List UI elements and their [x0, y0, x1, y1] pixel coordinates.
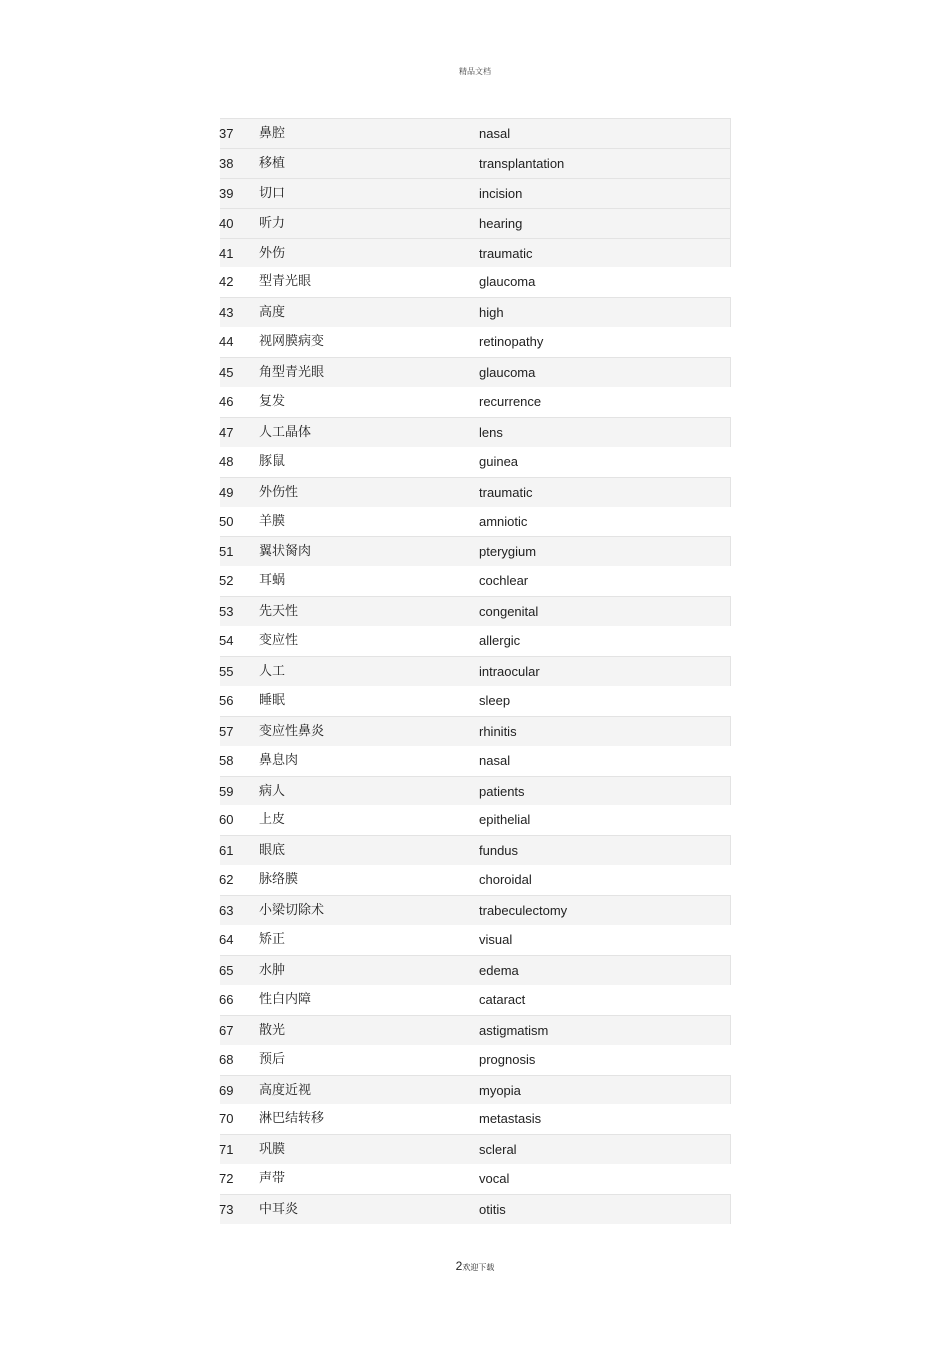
english-term: cataract: [479, 991, 526, 1007]
row-number: 67: [219, 1022, 234, 1038]
english-term: astigmatism: [479, 1022, 549, 1038]
table-row: [220, 387, 731, 417]
table-row: [220, 925, 731, 955]
english-term: scleral: [479, 1142, 517, 1158]
row-number: 44: [219, 334, 234, 350]
english-term: fundus: [479, 843, 519, 859]
row-number: 53: [219, 604, 234, 620]
english-term: vocal: [479, 1171, 510, 1187]
chinese-term: 散光: [259, 1022, 286, 1038]
chinese-term: 听力: [259, 215, 286, 231]
table-row: [220, 1075, 731, 1105]
chinese-term: 脉络膜: [259, 872, 299, 888]
english-term: choroidal: [479, 872, 532, 888]
table-row: [220, 566, 731, 596]
table-row: [220, 238, 731, 268]
english-term: otitis: [479, 1202, 506, 1218]
english-term: glaucoma: [479, 365, 536, 381]
chinese-term: 眼底: [259, 843, 286, 859]
row-number: 42: [219, 274, 234, 290]
chinese-term: 移植: [259, 155, 286, 171]
row-number: 73: [219, 1202, 234, 1218]
english-term: intraocular: [479, 664, 540, 680]
chinese-term: 上皮: [259, 812, 286, 828]
row-number: 56: [219, 692, 234, 708]
row-number: 58: [219, 752, 234, 768]
row-number: 71: [219, 1142, 234, 1158]
row-number: 51: [219, 544, 234, 560]
english-term: guinea: [479, 453, 519, 469]
row-number: 52: [219, 573, 234, 589]
chinese-term: 人工晶体: [259, 424, 312, 440]
chinese-term: 羊膜: [259, 513, 286, 529]
table-row: [220, 1194, 731, 1224]
row-number: 70: [219, 1111, 234, 1127]
english-term: recurrence: [479, 394, 542, 410]
chinese-term: 人工: [259, 664, 286, 680]
english-term: rhinitis: [479, 723, 517, 739]
footer-text: 欢迎下载: [462, 1263, 495, 1272]
table-row: [220, 1015, 731, 1045]
table-row: [220, 1045, 731, 1075]
table-row: [220, 327, 731, 357]
row-number: 37: [219, 126, 234, 141]
table-row: [220, 297, 731, 327]
table-row: [220, 746, 731, 776]
row-number: 59: [219, 783, 234, 799]
chinese-term: 鼻息肉: [259, 752, 299, 768]
chinese-term: 变应性鼻炎: [259, 723, 325, 739]
row-number: 40: [219, 215, 234, 231]
chinese-term: 声带: [259, 1171, 286, 1187]
english-term: congenital: [479, 604, 539, 620]
row-number: 55: [219, 664, 234, 680]
english-term: traumatic: [479, 484, 533, 500]
row-number: 50: [219, 513, 234, 529]
english-term: sleep: [479, 692, 511, 708]
row-number: 57: [219, 723, 234, 739]
table-row: [220, 805, 731, 835]
english-term: hearing: [479, 215, 523, 231]
page-header: 精品文档: [459, 67, 491, 76]
table-row: [220, 716, 731, 746]
english-term: epithelial: [479, 812, 531, 828]
english-term: nasal: [479, 126, 511, 141]
table-row: [220, 1104, 731, 1134]
chinese-term: 先天性: [259, 604, 299, 620]
chinese-term: 鼻腔: [259, 126, 286, 141]
table-row: [220, 865, 731, 895]
row-number: 64: [219, 932, 234, 948]
row-number: 69: [219, 1082, 234, 1098]
chinese-term: 视网膜病变: [259, 334, 325, 350]
row-number: 72: [219, 1171, 234, 1187]
english-term: incision: [479, 185, 523, 201]
table-row: [220, 955, 731, 985]
row-number: 45: [219, 365, 234, 381]
english-term: nasal: [479, 752, 511, 768]
english-term: myopia: [479, 1082, 521, 1098]
chinese-term: 高度近视: [259, 1082, 312, 1098]
table-row: [220, 118, 731, 148]
chinese-term: 睡眠: [259, 692, 286, 708]
chinese-term: 矫正: [259, 932, 286, 948]
chinese-term: 型青光眼: [259, 274, 312, 290]
vocabulary-table: [220, 118, 731, 1224]
chinese-term: 切口: [259, 185, 286, 201]
english-term: traumatic: [479, 245, 533, 261]
english-term: prognosis: [479, 1051, 536, 1067]
row-number: 62: [219, 872, 234, 888]
english-term: high: [479, 305, 504, 321]
english-term: retinopathy: [479, 334, 544, 350]
chinese-term: 巩膜: [259, 1142, 286, 1158]
chinese-term: 病人: [259, 783, 286, 799]
table-row: [220, 656, 731, 686]
row-number: 38: [219, 155, 234, 171]
chinese-term: 角型青光眼: [259, 365, 325, 381]
row-number: 49: [219, 484, 234, 500]
table-row: [220, 686, 731, 716]
row-number: 68: [219, 1051, 234, 1067]
table-row: [220, 477, 731, 507]
table-row: [220, 776, 731, 806]
row-number: 65: [219, 962, 234, 978]
chinese-term: 豚鼠: [259, 453, 286, 469]
chinese-term: 中耳炎: [259, 1202, 299, 1218]
table-row: [220, 835, 731, 865]
chinese-term: 预后: [259, 1051, 286, 1067]
chinese-term: 高度: [259, 305, 286, 321]
table-row: [220, 357, 731, 387]
table-row: [220, 507, 731, 537]
row-number: 54: [219, 633, 234, 649]
english-term: patients: [479, 783, 525, 799]
chinese-term: 耳蜗: [259, 573, 286, 589]
chinese-term: 淋巴结转移: [259, 1111, 325, 1127]
table-row: [220, 267, 731, 297]
english-term: pterygium: [479, 544, 537, 560]
page-footer: [0, 1259, 950, 1273]
english-term: amniotic: [479, 513, 528, 529]
table-row: [220, 626, 731, 656]
english-term: cochlear: [479, 573, 529, 589]
chinese-term: 翼状胬肉: [259, 544, 312, 560]
english-term: glaucoma: [479, 274, 536, 290]
table-row: [220, 148, 731, 178]
english-term: trabeculectomy: [479, 903, 568, 919]
table-row: [220, 596, 731, 626]
row-number: 61: [219, 843, 234, 859]
row-number: 46: [219, 394, 234, 410]
chinese-term: 复发: [259, 394, 286, 410]
table-row: [220, 1134, 731, 1164]
english-term: allergic: [479, 633, 521, 649]
table-row: [220, 417, 731, 447]
chinese-term: 水肿: [259, 962, 286, 978]
table-row: [220, 208, 731, 238]
page-number: 2: [455, 1259, 463, 1273]
chinese-term: 性白内障: [259, 991, 312, 1007]
chinese-term: 小梁切除术: [259, 903, 325, 919]
chinese-term: 外伤: [259, 245, 286, 261]
table-row: [220, 178, 731, 208]
row-number: 39: [219, 185, 234, 201]
chinese-term: 变应性: [259, 633, 299, 649]
chinese-term: 外伤性: [259, 484, 299, 500]
table-row: [220, 895, 731, 925]
row-number: 66: [219, 991, 234, 1007]
english-term: metastasis: [479, 1111, 542, 1127]
table-row: [220, 536, 731, 566]
english-term: edema: [479, 962, 519, 978]
table-row: [220, 1164, 731, 1194]
english-term: visual: [479, 932, 513, 948]
table-row: [220, 447, 731, 477]
row-number: 60: [219, 812, 234, 828]
row-number: 63: [219, 903, 234, 919]
row-number: 41: [219, 245, 234, 261]
row-number: 47: [219, 424, 234, 440]
english-term: transplantation: [479, 155, 565, 171]
row-number: 43: [219, 305, 234, 321]
row-number: 48: [219, 453, 234, 469]
english-term: lens: [479, 424, 503, 440]
table-row: [220, 985, 731, 1015]
